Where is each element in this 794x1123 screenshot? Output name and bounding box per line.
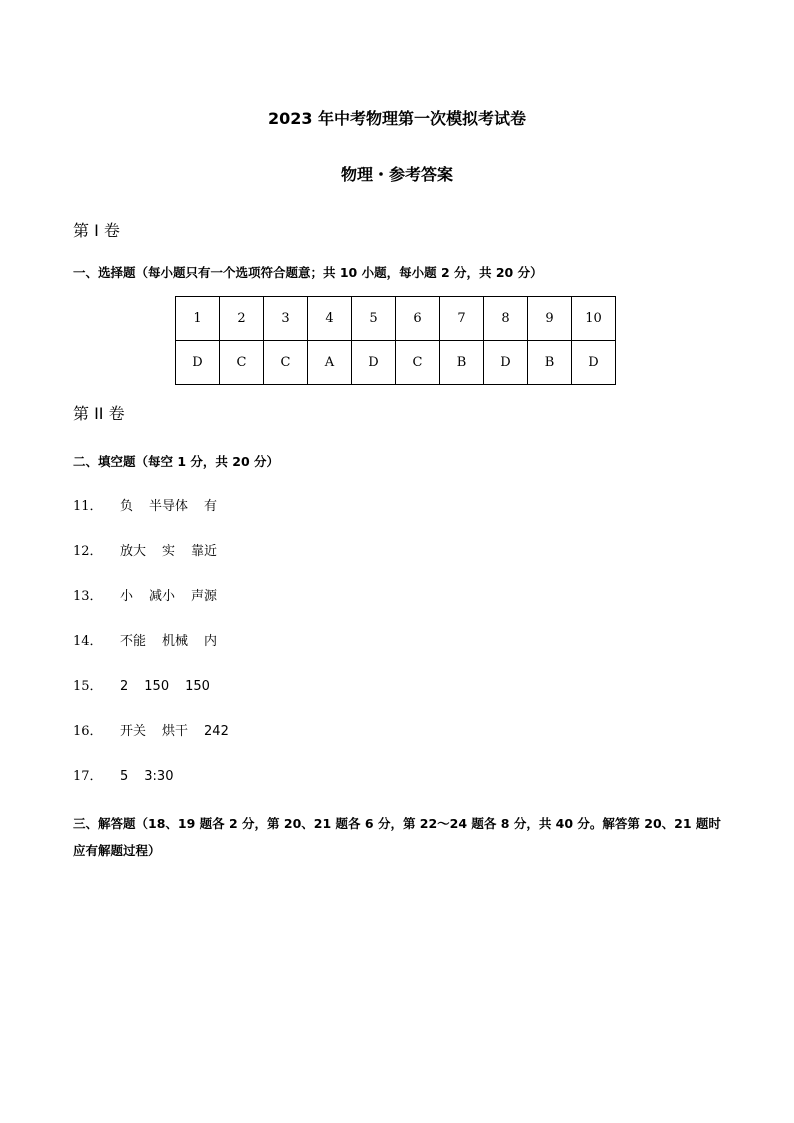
fill-item-answer: 实 [162, 544, 176, 559]
answer-cell: B [440, 341, 484, 385]
fill-item-answer: 5 [120, 769, 129, 784]
page-subtitle: 物理・参考答案 [340, 165, 453, 184]
answer-table [175, 296, 616, 385]
fill-item-answer: 放大 [120, 544, 147, 559]
answer-cell: D [176, 341, 220, 385]
fill-item-answer: 有 [204, 499, 218, 514]
answer-cell: D [352, 341, 396, 385]
fill-item [73, 765, 189, 784]
fill-item-answer: 靠近 [191, 544, 218, 559]
question-number-cell: 9 [528, 297, 572, 341]
volume-1-label: 第 I 卷 [73, 221, 120, 240]
question-number-cell: 10 [572, 297, 616, 341]
fill-item-answer: 不能 [120, 634, 147, 649]
fill-item-number: 17． [73, 769, 103, 784]
question-number-cell: 5 [352, 297, 396, 341]
question-number-cell: 8 [484, 297, 528, 341]
fill-item-answer: 开关 [120, 724, 147, 739]
fill-item-answer: 负 [120, 499, 134, 514]
page-title: 2023 年中考物理第一次模拟考试卷 [267, 109, 527, 128]
fill-item-answer: 机械 [162, 634, 189, 649]
fill-item-answer: 150 [144, 679, 170, 694]
question-number-cell: 1 [176, 297, 220, 341]
fill-item-number: 14． [73, 634, 103, 649]
fill-item-answer: 半导体 [149, 499, 189, 514]
fill-item-answer: 小 [120, 589, 134, 604]
fill-item-answer: 声源 [191, 589, 218, 604]
answer-cell: C [396, 341, 440, 385]
answer-cell: B [528, 341, 572, 385]
fill-item-answer: 烘干 [162, 724, 189, 739]
fill-item-answer: 2 [120, 679, 129, 694]
fill-item-number: 12． [73, 544, 103, 559]
fill-item-answer: 内 [204, 634, 218, 649]
fill-section-title: 二、填空题（每空 1 分，共 20 分） [73, 454, 280, 469]
question-number-row [176, 297, 616, 341]
fill-item [73, 495, 233, 514]
question-number-cell: 7 [440, 297, 484, 341]
fill-item-answer: 150 [185, 679, 210, 694]
answer-cell: A [308, 341, 352, 385]
fill-item-answer: 减小 [149, 589, 176, 604]
fill-item-number: 16． [73, 724, 103, 739]
choice-section-title: 一、选择题（每小题只有一个选项符合题意；共 10 小题，每小题 2 分，共 20 分） [73, 265, 543, 280]
question-number-cell: 6 [396, 297, 440, 341]
solve-section-title: 三、解答题（18、19 题各 2 分，第 20、21 题各 6 分，第 22～24 题各 8 分，共 40 分。解答第 20、21 题时应有解题过程） [73, 816, 721, 858]
fill-item [73, 720, 245, 739]
fill-item-number: 15． [73, 679, 103, 694]
answer-cell: C [264, 341, 308, 385]
fill-item [73, 675, 226, 694]
answer-cell: C [220, 341, 264, 385]
answer-row [176, 341, 616, 385]
fill-item-number: 11． [73, 499, 103, 514]
question-number-cell: 4 [308, 297, 352, 341]
fill-item-answer: 3:30 [144, 769, 174, 784]
answer-cell: D [572, 341, 616, 385]
fill-item [73, 585, 233, 604]
answer-cell: D [484, 341, 528, 385]
fill-item [73, 540, 233, 559]
fill-item-answer: 242 [204, 724, 229, 739]
question-number-cell: 3 [264, 297, 308, 341]
question-number-cell: 2 [220, 297, 264, 341]
fill-item [73, 630, 233, 649]
volume-2-label: 第 II 卷 [73, 404, 125, 423]
fill-item-number: 13． [73, 589, 103, 604]
